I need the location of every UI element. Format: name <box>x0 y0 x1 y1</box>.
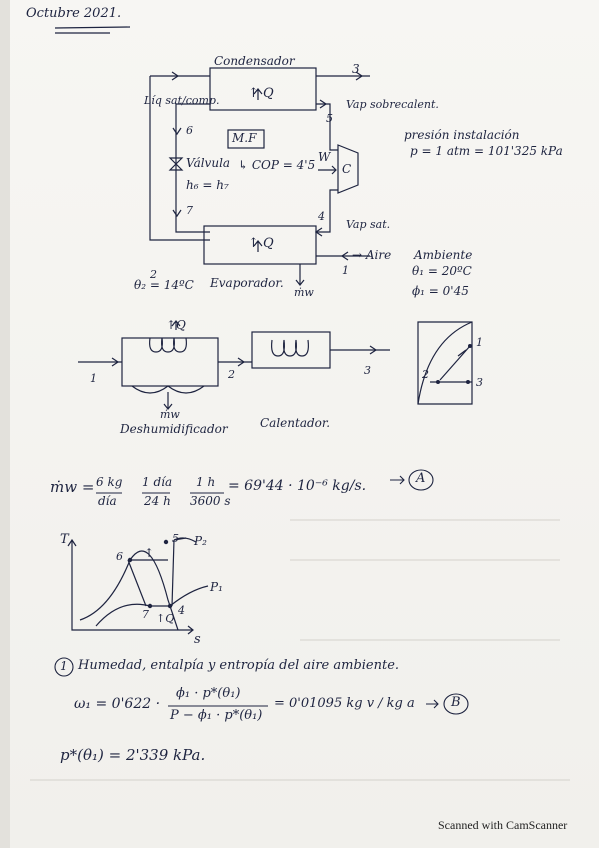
mw-factor3-den: 3600 s <box>190 494 231 508</box>
ts-p1-label: P₁ <box>210 580 223 594</box>
mw-arrow-label: ṁw <box>294 286 314 299</box>
ambiente-label: Ambiente <box>414 248 473 262</box>
work-label: W <box>318 150 331 164</box>
saturation-pressure: p*(θ₁) = 2'339 kPa. <box>60 746 206 764</box>
point-1-label: 1 <box>342 264 349 277</box>
heater-label: Calentador. <box>260 416 331 430</box>
ts-axis-t: T <box>60 532 69 547</box>
theta1-label: θ₁ = 20ºC <box>412 264 472 278</box>
psychro-point-2: 2 <box>422 368 429 381</box>
pressure-heading: presión instalación <box>404 128 520 142</box>
point-6-label: 6 <box>186 124 193 137</box>
result-a-label: A <box>416 471 426 486</box>
ts-point-5: 5 <box>172 532 179 545</box>
psychro-point-1: 1 <box>476 336 483 349</box>
date-heading: Octubre 2021. <box>26 6 122 21</box>
process-point-3: 3 <box>364 364 371 377</box>
section-1-title: Humedad, entalpía y entropía del aire ambiente. <box>78 658 400 673</box>
mw-factor3-num: 1 h <box>196 475 216 489</box>
point-7-label: 7 <box>186 204 193 217</box>
point-2-top-label: 2 <box>150 268 157 281</box>
mf-label: M.F <box>232 131 257 145</box>
omega-result: = 0'01095 kg v / kg a <box>274 696 415 711</box>
ts-heat-top: ↑ <box>144 546 155 560</box>
vap-sat-label: Vap sat. <box>346 218 391 231</box>
ts-axis-s: s <box>194 632 201 647</box>
compressor-label: C <box>342 162 352 176</box>
condenser-heat-label: ↑ Q <box>248 86 274 101</box>
section-1-number: 1 <box>60 659 68 673</box>
vap-sobrecal-label: Vap sobrecalent. <box>346 98 439 111</box>
point-4-label: 4 <box>318 210 325 223</box>
mw-factor1-den: día <box>98 494 117 508</box>
ts-point-7: 7 <box>142 608 149 621</box>
theta2-label: θ₂ = 14ºC <box>134 278 194 292</box>
cop-label: ↳ COP = 4'5 <box>238 158 316 172</box>
dehumidifier-label: Deshumidificador <box>120 422 228 436</box>
mw-factor2-num: 1 día <box>142 475 173 489</box>
ts-point-6: 6 <box>116 550 123 563</box>
point-3-label: 3 <box>352 62 360 76</box>
process-point-1: 1 <box>90 372 97 385</box>
evaporator-heat-label: ↑ Q <box>248 236 274 251</box>
process-mw-label: ṁw <box>160 408 180 421</box>
ts-point-4: 4 <box>178 604 185 617</box>
valve-label: Válvula <box>186 156 231 170</box>
enthalpy-equality: h₆ = h₇ <box>186 178 229 192</box>
omega-denominator: P − ϕ₁ · p*(θ₁) <box>170 708 263 723</box>
mw-factor1-num: 6 kg <box>96 475 123 489</box>
ts-heat-bottom: ↑Q <box>156 612 175 625</box>
scanner-watermark: Scanned with CamScanner <box>438 818 568 832</box>
point-5-label: 5 <box>326 112 333 125</box>
ts-p2-label: P₂ <box>194 534 207 548</box>
mw-lhs: ṁw = <box>50 478 95 496</box>
omega-numerator: ϕ₁ · p*(θ₁) <box>176 686 241 701</box>
pressure-value: p = 1 atm = 101'325 kPa <box>410 144 563 158</box>
psychro-point-3: 3 <box>476 376 483 389</box>
liq-sat-label: Líq sat/comp. <box>144 94 220 107</box>
dehumidifier-heat-label: ↑Q <box>166 318 186 332</box>
evaporator-label: Evaporador. <box>210 276 284 290</box>
result-b-label: B <box>451 695 461 710</box>
aire-label: → Aire <box>352 248 392 262</box>
mw-result: = 69'44 · 10⁻⁶ kg/s. <box>228 478 367 494</box>
process-point-2: 2 <box>228 368 235 381</box>
condenser-label: Condensador <box>214 54 295 68</box>
omega-lhs: ω₁ = 0'622 · <box>74 696 161 712</box>
phi1-label: ϕ₁ = 0'45 <box>412 284 469 298</box>
mw-factor2-den: 24 h <box>144 494 171 508</box>
